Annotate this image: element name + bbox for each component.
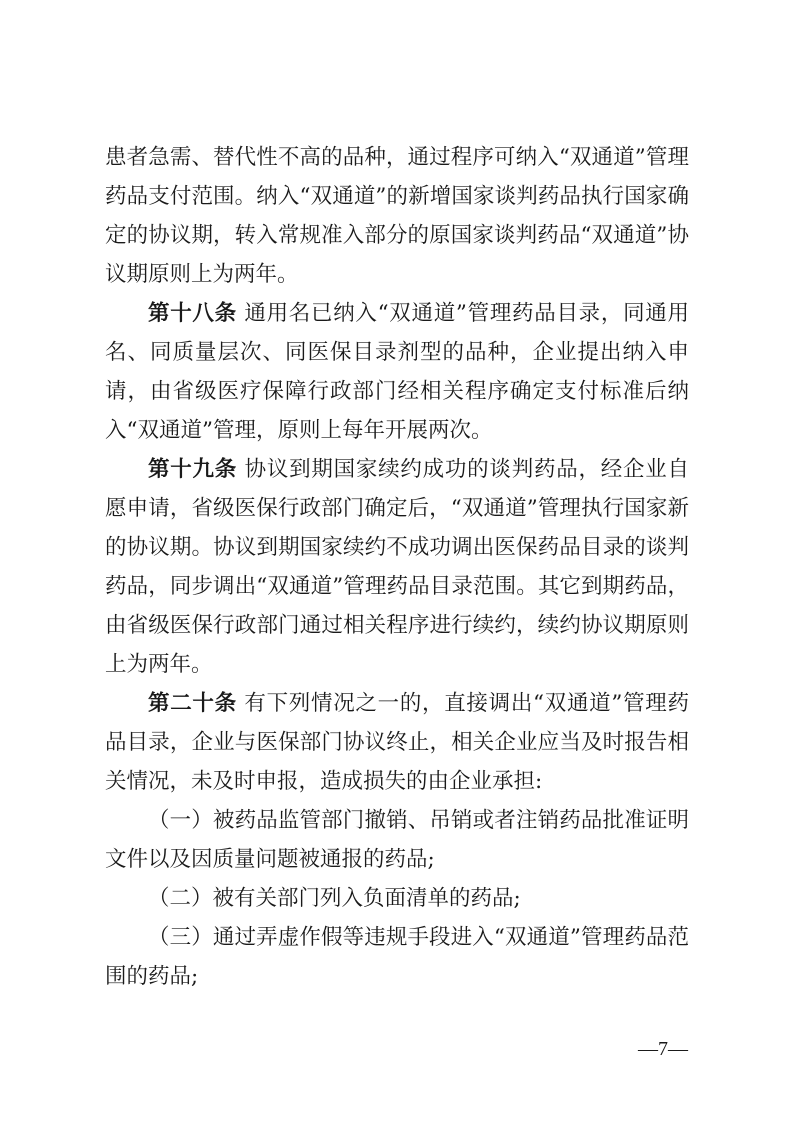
page-number: —7— [638,1038,688,1060]
article-18 [105,294,689,450]
list-item-1 [105,801,689,879]
list-item-2 [105,879,689,918]
list-item-text: （三）通过弄虚作假等违规手段进入“双通道”管理药品范围的药品; [105,925,689,989]
article-text: 协议到期国家续约成功的谈判药品，经企业自愿申请，省级医保行政部门确定后，“双通道”管理执行国家新的协议期。协议到期国家续约不成功调出医保药品目录的谈判药品，同步调出“双通道”管理药品目录范围。其它到期药品，由省级医保行政部门通过相关程序进行续约，续约协议期原则上为两年。 [105,457,689,677]
list-item-text: （一）被药品监管部门撤销、吊销或者注销药品批准证明文件以及因质量问题被通报的药品; [105,808,689,872]
article-heading: 第十九条 [148,457,238,482]
article-heading: 第十八条 [148,301,237,326]
paragraph-continuation [105,138,689,294]
article-19 [105,450,689,684]
list-item-3 [105,918,689,996]
article-text: 通用名已纳入“双通道”管理药品目录，同通用名、同质量层次、同医保目录剂型的品种，企业提出纳入申请，由省级医疗保障行政部门经相关程序确定支付标准后纳入“双通道”管理，原则上每年开展两次。 [105,301,689,443]
article-heading: 第二十条 [148,691,237,716]
article-20 [105,684,689,801]
article-text: 有下列情况之一的，直接调出“双通道”管理药品目录，企业与医保部门协议终止，相关企业应当及时报告相关情况，未及时申报，造成损失的由企业承担: [105,691,689,794]
paragraph-text: 患者急需、替代性不高的品种，通过程序可纳入“双通道”管理药品支付范围。纳入“双通道”的新增国家谈判药品执行国家确定的协议期，转入常规准入部分的原国家谈判药品“双通道”协议期原则上为两年。 [105,145,689,287]
list-item-text: （二）被有关部门列入负面清单的药品; [148,886,521,911]
